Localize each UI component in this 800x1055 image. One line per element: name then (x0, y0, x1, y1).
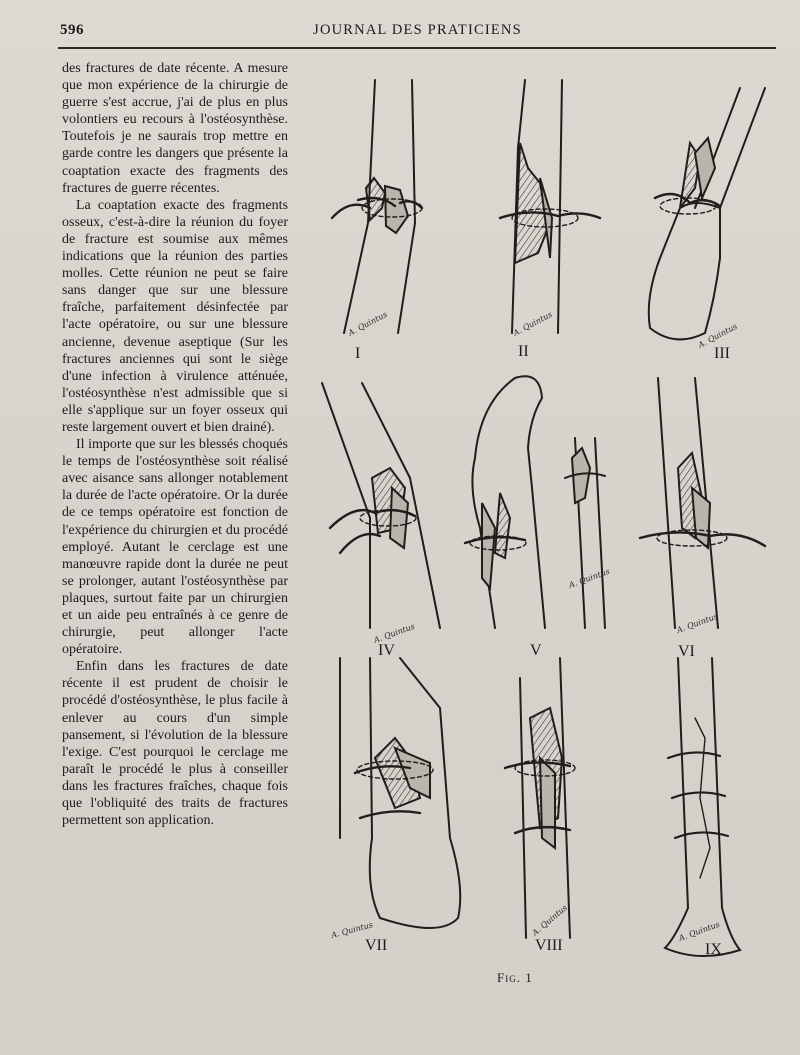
signature-panel-3: A. Quintus (696, 321, 739, 350)
fracture-illustrations (300, 58, 780, 998)
panel-3-drawing (649, 88, 765, 339)
panel-5-drawing (465, 376, 605, 628)
panel-7-drawing (340, 658, 460, 928)
header-rule (58, 47, 776, 49)
panel-label-8: VIII (535, 937, 563, 954)
signature-panel-1: A. Quintus (346, 309, 389, 338)
signature-panel-5: A. Quintus (567, 566, 611, 590)
signature-panel-8: A. Quintus (530, 903, 570, 938)
panel-label-6: VI (678, 643, 695, 660)
panel-label-2: II (518, 343, 529, 360)
paragraph-4: Enfin dans les fractures de date récente il est prudent de choisir le procédé d'ostéosynthèse, le plus facile à enlever au cours d'un simple pansement, si l'évolution de la blessure l'exige. C'est pourquoi le cerclage me paraît le procédé le plus à conseiller dans les fractures fraîches, chaque fois que l'obliquité des traits de fractures permettent son application. (62, 659, 288, 829)
page-header (60, 22, 775, 46)
figure-caption: Fig. 1 (497, 970, 533, 985)
panel-label-9: IX (705, 941, 722, 958)
figure-1 (300, 58, 780, 998)
article-text-column (62, 60, 288, 829)
panel-9-drawing (665, 658, 740, 956)
panel-label-3: III (714, 345, 730, 362)
signature-panel-7: A. Quintus (330, 920, 374, 940)
panel-label-7: VII (365, 937, 388, 954)
paragraph-3: Il importe que sur les blessés choqués le temps de l'ostéosynthèse soit réalisé avec aisance sans allonger notablement la durée de l'acte opératoire. Or la durée de ce temps opératoire est fonction de l'expérience du chirurgien et du procédé employé. Autant le cerclage est une manœuvre rapide dont la durée ne peut se prolonger, autant l'ostéosynthèse par plaques, surtout faite par un chirurgien et un aide peu entraînés à ce genre de chirurgie, peut allonger l'acte opératoire. (62, 437, 288, 658)
panel-4-drawing (322, 383, 440, 628)
signature-panel-4: A. Quintus (372, 621, 416, 645)
signature-panel-2: A. Quintus (511, 309, 554, 338)
panel-label-5: V (530, 642, 542, 659)
paragraph-1: des fractures de date récente. A mesure que mon expérience de la chirurgie de guerre s'est accrue, j'ai de plus en plus volontiers eu recours à l'ostéosynthèse. Toutefois je ne saurais trop mettre en garde contre les dangers que présente la coaptation exacte des fragments des fractures de guerre récentes. (62, 61, 288, 196)
signature-panel-9: A. Quintus (677, 919, 721, 943)
panel-label-4: IV (378, 642, 395, 659)
signature-panel-6: A. Quintus (675, 611, 719, 635)
panel-1-drawing (332, 80, 422, 333)
page-number: 596 (60, 22, 84, 38)
panel-label-1: I (355, 345, 361, 362)
running-head: JOURNAL DES PRATICIENS (313, 22, 522, 38)
panel-2-drawing (500, 80, 600, 333)
paragraph-2: La coaptation exacte des fragments osseux, c'est-à-dire la réunion du foyer de fracture est soumise aux mêmes indications que la réunion des parties molles. Cette réunion ne peut se faire sans danger que sur une blessure fraîche, parfaitement désinfectée par l'acte opératoire, ou sur une blessure ancienne, devenue aseptique (Sur les fractures anciennes qui sont le siège d'une infection à virulence atténuée, l'ostéosynthèse n'est admissible que si elle s'applique sur un foyer osseux qui reste largement ouvert et bien drainé). (62, 197, 288, 435)
panel-6-drawing (640, 378, 765, 628)
panel-8-drawing (505, 658, 575, 938)
